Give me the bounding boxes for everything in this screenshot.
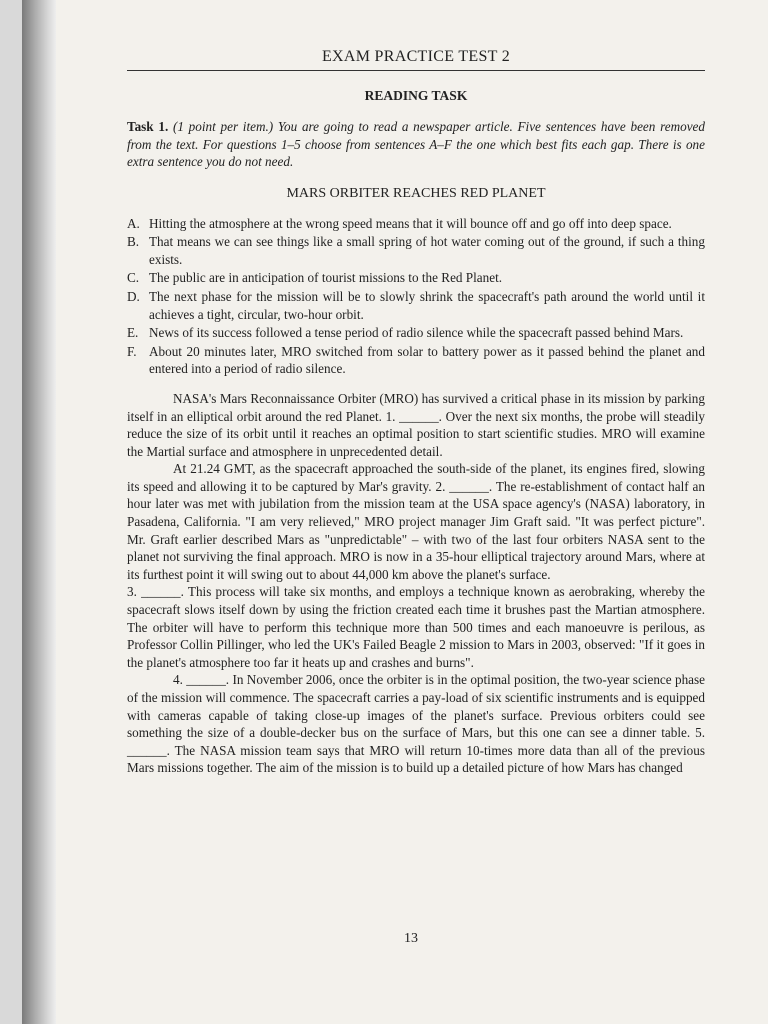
article-paragraph: NASA's Mars Reconnaissance Orbiter (MRO) has survived a critical phase in its mission by parking itself in an elliptical orbit around the red Planet. 1. ______. Over the next six months, the probe will steadily reduce the size of its orbit until it reaches an optimal position to start scientific studies. MRO will examine the Martial surface and atmosphere in unprecedented detail. <box>127 390 705 459</box>
book-spine-shadow <box>22 0 56 1024</box>
article-paragraph: 3. ______. This process will take six months, and employs a technique known as aerobraking, whereby the spacecraft slows itself down by using the friction created each time it brushes past the Martian atmosphere. The orbiter will have to perform this technique more than 500 times and each manoeuvre is perilous, as Professor Collin Pillinger, who led the UK's Failed Beagle 2 mission to Mars in 2003, observed: "If it goes in the planet's atmosphere too far it heats up and crashes and burns". <box>127 584 705 670</box>
task-label: Task 1. <box>127 119 169 135</box>
section-heading: READING TASK <box>364 87 468 103</box>
option-letter: D. <box>127 288 140 304</box>
option-d <box>127 288 705 323</box>
option-letter: B. <box>127 234 140 250</box>
option-text: The public are in anticipation of tourist missions to the Red Planet. <box>149 270 503 286</box>
option-letter: A. <box>127 215 140 231</box>
exam-title: EXAM PRACTICE TEST 2 <box>127 48 705 71</box>
answer-options <box>127 215 705 378</box>
article-title: MARS ORBITER REACHES RED PLANET <box>286 185 546 201</box>
task-instructions <box>127 118 705 171</box>
task-text: (1 point per item.) You are going to read a newspaper article. Five sentences have been removed from the text. For questions 1–5 choose from sentences A–F the one which best fits each gap. There is one extra sentence you do not need. <box>127 119 705 170</box>
option-f <box>127 343 705 378</box>
book-page <box>22 0 768 1024</box>
article-paragraph: At 21.24 GMT, as the spacecraft approached the south-side of the planet, its engines fired, slowing its speed and allowing it to be captured by Mar's gravity. 2. ______. The re-establishment of contact half an hour later was met with jubilation from the mission team at the USA space agency's (NASA) laboratory, in Pasadena, California. "I am very relieved," MRO project manager Jim Graft said. "It was perfect picture". Mr. Graft earlier described Mars as "unpredictable" – with two of the last four orbiters NASA sent to the planet not surviving the final approach. MRO is now in a 35-hour elliptical trajectory around Mars, where at its furthest point it will swing out to about 44,000 km above the planet's surface. <box>127 461 705 582</box>
option-text: News of its success followed a tense period of radio silence while the spacecraft passed behind Mars. <box>149 325 684 341</box>
page-number: 13 <box>404 931 418 946</box>
option-b <box>127 233 705 268</box>
page-content <box>127 48 705 777</box>
option-c <box>127 269 705 287</box>
option-letter: C. <box>127 270 140 286</box>
option-text: The next phase for the mission will be to slowly shrink the spacecraft's path around the world until it achieves a tight, circular, two-hour orbit. <box>149 288 705 322</box>
option-text: About 20 minutes later, MRO switched from solar to battery power as it passed behind the planet and entered into a period of radio silence. <box>149 343 705 377</box>
option-letter: F. <box>127 343 137 359</box>
option-a <box>127 215 705 233</box>
article-paragraph: 4. ______. In November 2006, once the orbiter is in the optimal position, the two-year science phase of the mission will commence. The spacecraft carries a pay-load of six scientific instruments and is equipped with cameras capable of taking close-up images of the planet's surface. Previous orbiters could see something the size of a double-decker bus on the surface of Mars, but this one can see a dinner table. 5. ______. The NASA mission team says that MRO will return 10-times more data than all of the previous Mars missions together. The aim of the mission is to build up a detailed picture of how Mars has changed <box>127 672 705 776</box>
option-text: That means we can see things like a small spring of hot water coming out of the ground, if such a thing exists. <box>149 234 705 267</box>
option-text: Hitting the atmosphere at the wrong speed means that it will bounce off and go off into deep space. <box>149 215 672 231</box>
option-letter: E. <box>127 325 139 341</box>
option-e <box>127 324 705 342</box>
